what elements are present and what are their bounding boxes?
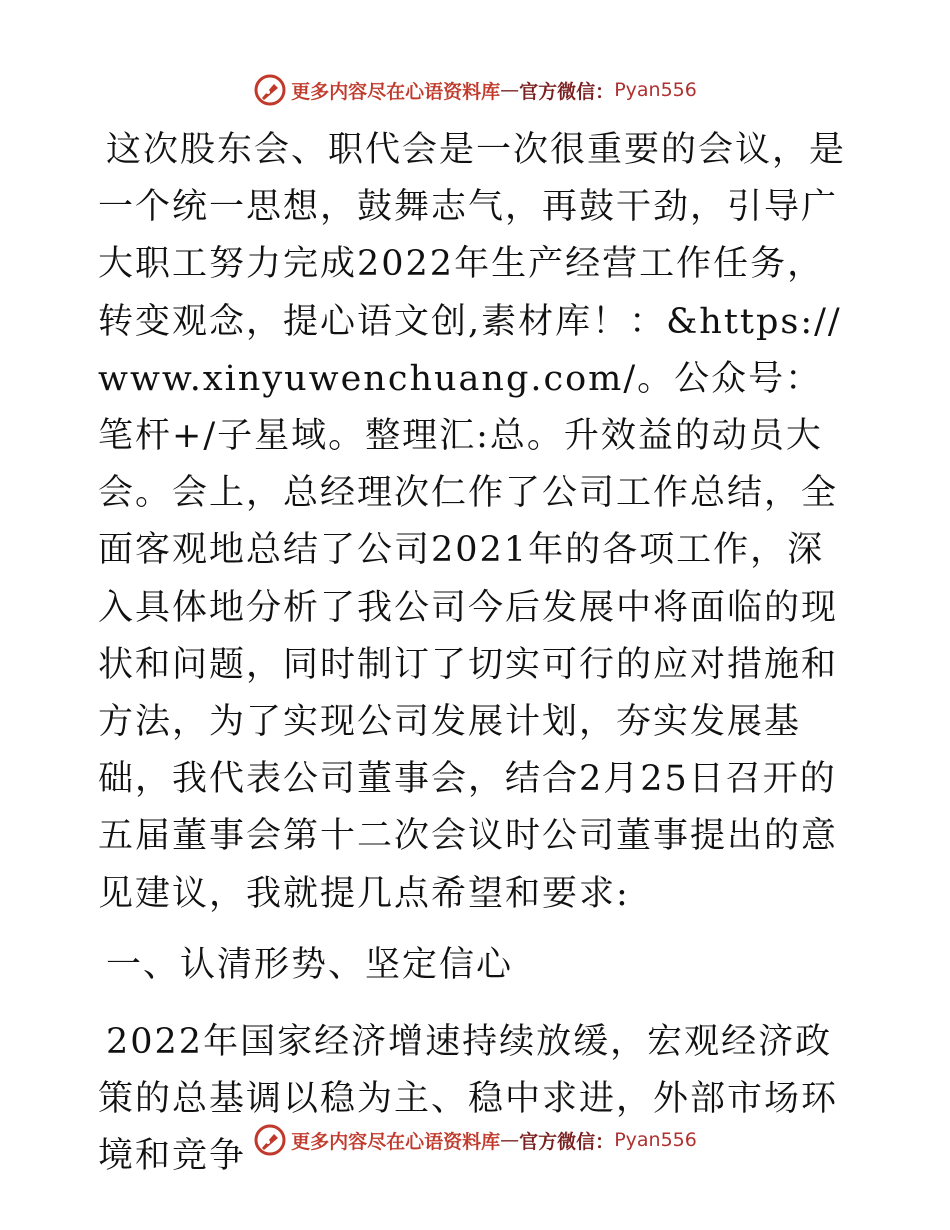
section-heading-1: 一、认清形势、坚定信心 bbox=[106, 944, 514, 985]
footer-watermark-banner bbox=[0, 1120, 950, 1160]
body-paragraph-1: 这次股东会、职代会是一次很重要的会议，是一个统一思想，鼓舞志气，再鼓干劲，引导广大职工努力完成2022年生产经营工作任务，转变观念，提心语文创,素材库！：&https://www.xinyuwenchuang.com/。公众号：笔杆+/子星域。整理汇:总。升效益的动员大会。会上，总经理次仁作了公司工作总结，全面客观地总结了公司2021年的各项工作，深入具体地分析了我公司今后发展中将面临的现状和问题，同时制订了切实可行的应对措施和方法，为了实现公司发展计划，夯实发展基础，我代表公司董事会，结合2月25日召开的五届董事会第十二次会议时公司董事提出的意见建议，我就提几点希望和要求: bbox=[98, 130, 847, 914]
document-body bbox=[98, 122, 858, 1186]
banner-official-label: 官方微信： bbox=[519, 1130, 615, 1153]
pen-nib-logo-icon bbox=[253, 1123, 287, 1157]
body-paragraph-2: 2022年国家经济增速持续放缓，宏观经济政策的总基调以稳为主、稳中求进，外部市场环境和竞争 bbox=[98, 1022, 839, 1177]
pen-nib-logo-icon bbox=[253, 73, 287, 107]
banner-main-text: 更多内容尽在心语资料库 bbox=[291, 1130, 501, 1153]
banner-wechat-id: Pyan556 bbox=[614, 1129, 697, 1151]
header-watermark-banner bbox=[0, 70, 950, 110]
banner-dash: — bbox=[500, 79, 520, 101]
banner-dash: — bbox=[500, 1129, 520, 1151]
banner-official-label: 官方微信： bbox=[519, 80, 615, 103]
banner-wechat-id: Pyan556 bbox=[614, 79, 697, 101]
banner-main-text: 更多内容尽在心语资料库 bbox=[291, 80, 501, 103]
